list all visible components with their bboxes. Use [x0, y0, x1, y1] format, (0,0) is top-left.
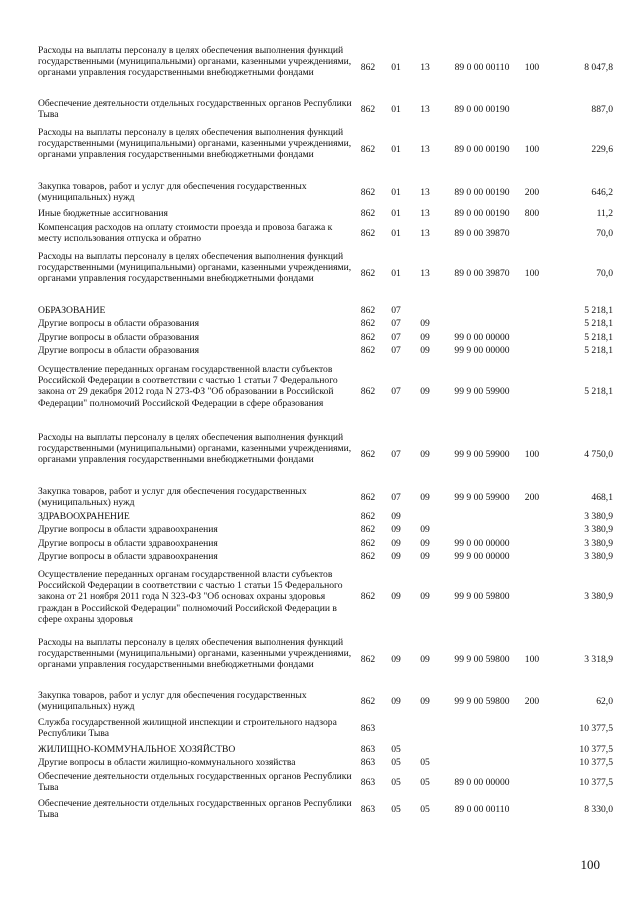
- row-description: ОБРАЗОВАНИЕ: [38, 305, 106, 316]
- row-description: Расходы на выплаты персоналу в целях обеспечения выполнения функций государственными (муниципальными) органами, казенными учреждениями, органами управления государственными внебюджетными фондами: [38, 432, 352, 466]
- amount: 3 380,9: [584, 511, 613, 522]
- amount: 5 218,1: [584, 318, 613, 329]
- subsection-code: 13: [420, 61, 430, 73]
- dept-code: 862: [360, 653, 376, 665]
- dept-code: 862: [360, 227, 376, 239]
- target-item-code: 99 9 00 00000: [454, 345, 510, 356]
- subsection-code: 09: [420, 318, 430, 329]
- row-description: Компенсация расходов на оплату стоимости проезда и провоза багажа к месту использования отпуска и обратно: [38, 222, 333, 245]
- table-row: [0, 744, 640, 755]
- subsection-code: 09: [420, 551, 430, 562]
- row-description: ЖИЛИЩНО-КОММУНАЛЬНОЕ ХОЗЯЙСТВО: [38, 744, 236, 755]
- target-item-code: 99 9 00 00000: [454, 551, 510, 562]
- row-description: Расходы на выплаты персоналу в целях обеспечения выполнения функций государственными (муниципальными) органами, казенными учреждениями, органами управления государственными внебюджетными фондами: [38, 127, 352, 161]
- section-code: 07: [391, 318, 401, 329]
- table-row: [0, 305, 640, 316]
- row-description: Закупка товаров, работ и услуг для обеспечения государственных (муниципальных) нужд: [38, 690, 307, 713]
- row-description: Другие вопросы в области образования: [38, 345, 200, 356]
- dept-code: 862: [360, 61, 376, 73]
- amount: 5 218,1: [584, 332, 613, 343]
- section-code: 09: [391, 551, 401, 562]
- dept-code: 862: [360, 524, 376, 535]
- target-item-code: 99 0 00 00000: [454, 538, 510, 549]
- dept-code: 862: [360, 332, 376, 343]
- table-row: [0, 332, 640, 343]
- row-description: Другие вопросы в области здравоохранения: [38, 551, 218, 562]
- table-row: [0, 364, 640, 420]
- table-row: [0, 181, 640, 203]
- subsection-code: 09: [420, 591, 430, 603]
- row-description: ЗДРАВООХРАНЕНИЕ: [38, 511, 130, 522]
- section-code: 09: [391, 511, 401, 522]
- dept-code: 863: [360, 722, 376, 734]
- table-row: [0, 511, 640, 522]
- target-item-code: 89 0 00 00190: [454, 143, 510, 155]
- table-row: [0, 637, 640, 682]
- table-row: [0, 98, 640, 120]
- expense-type-code: 200: [524, 186, 540, 198]
- amount: 11,2: [596, 208, 613, 219]
- subsection-code: 09: [420, 653, 430, 665]
- subsection-code: 09: [420, 524, 430, 535]
- target-item-code: 89 0 00 00190: [454, 186, 510, 198]
- subsection-code: 09: [420, 332, 430, 343]
- section-code: 09: [391, 653, 401, 665]
- subsection-code: 13: [420, 267, 430, 279]
- section-code: 09: [391, 524, 401, 535]
- section-code: 01: [391, 103, 401, 115]
- expense-type-code: 100: [524, 61, 540, 73]
- expense-type-code: 100: [524, 653, 540, 665]
- section-code: 07: [391, 448, 401, 460]
- dept-code: 862: [360, 491, 376, 503]
- amount: 468,1: [591, 491, 613, 503]
- table-row: [0, 569, 640, 625]
- section-code: 05: [391, 744, 401, 755]
- dept-code: 862: [360, 695, 376, 707]
- expense-type-code: 100: [524, 267, 540, 279]
- amount: 70,0: [596, 267, 613, 279]
- dept-code: 863: [360, 803, 376, 815]
- dept-code: 862: [360, 591, 376, 603]
- target-item-code: 89 0 00 00190: [454, 208, 510, 219]
- row-description: Осуществление переданных органам государственной власти субъектов Российской Федерации в соответствии с частью 1 статьи 7 Федерального закона от 29 декабря 2012 года N 273-ФЗ "Об образовании в Российской Федерации" полномочий Российской Федерации в сфере образования: [38, 364, 338, 409]
- subsection-code: 09: [420, 695, 430, 707]
- row-description: Служба государственной жилищной инспекции и строительного надзора Республики Тыва: [38, 717, 337, 740]
- section-code: 07: [391, 345, 401, 356]
- section-code: 07: [391, 305, 401, 316]
- table-row: [0, 486, 640, 508]
- amount: 3 380,9: [584, 538, 613, 549]
- amount: 3 380,9: [584, 551, 613, 562]
- dept-code: 862: [360, 345, 376, 356]
- section-code: 05: [391, 757, 401, 768]
- target-item-code: 99 9 00 59900: [454, 448, 510, 460]
- subsection-code: 13: [420, 143, 430, 155]
- row-description: Другие вопросы в области жилищно-коммунального хозяйства: [38, 757, 296, 768]
- subsection-code: 13: [420, 227, 430, 239]
- target-item-code: 99 9 00 59900: [454, 386, 510, 398]
- dept-code: 862: [360, 208, 376, 219]
- table-row: [0, 551, 640, 562]
- dept-code: 862: [360, 318, 376, 329]
- amount: 10 377,5: [579, 744, 613, 755]
- dept-code: 862: [360, 511, 376, 522]
- row-description: Обеспечение деятельности отдельных государственных органов Республики Тыва: [38, 98, 352, 121]
- row-description: Другие вопросы в области здравоохранения: [38, 538, 218, 549]
- amount: 70,0: [596, 227, 613, 239]
- target-item-code: 89 0 00 00110: [454, 803, 510, 815]
- subsection-code: 09: [420, 491, 430, 503]
- subsection-code: 13: [420, 186, 430, 198]
- row-description: Расходы на выплаты персоналу в целях обеспечения выполнения функций государственными (муниципальными) органами, казенными учреждениями, органами управления государственными внебюджетными фондами: [38, 45, 352, 79]
- dept-code: 863: [360, 744, 376, 755]
- dept-code: 862: [360, 386, 376, 398]
- expense-type-code: 100: [524, 143, 540, 155]
- target-item-code: 99 9 00 59800: [454, 591, 510, 603]
- section-code: 01: [391, 61, 401, 73]
- dept-code: 862: [360, 538, 376, 549]
- section-code: 07: [391, 332, 401, 343]
- table-row: [0, 524, 640, 535]
- row-description: Другие вопросы в области образования: [38, 318, 200, 329]
- row-description: Расходы на выплаты персоналу в целях обеспечения выполнения функций государственными (муниципальными) органами, казенными учреждениями, органами управления государственными внебюджетными фондами: [38, 251, 352, 285]
- row-description: Осуществление переданных органам государственной власти субъектов Российской Федерации в соответствии с частью 1 статьи 15 Федерального закона от 21 ноября 2011 года N 323-ФЗ "Об основах охраны здоровья граждан в Российской Федерации" полномочий Российской Федерации в сфере охраны здоровья: [38, 569, 343, 625]
- table-row: [0, 798, 640, 820]
- section-code: 01: [391, 186, 401, 198]
- amount: 3 380,9: [584, 591, 613, 603]
- table-row: [0, 717, 640, 739]
- table-row: [0, 432, 640, 477]
- row-description: Иные бюджетные ассигнования: [38, 208, 168, 219]
- subsection-code: 09: [420, 538, 430, 549]
- amount: 3 380,9: [584, 524, 613, 535]
- table-row: [0, 345, 640, 356]
- subsection-code: 13: [420, 208, 430, 219]
- row-description: Закупка товаров, работ и услуг для обеспечения государственных (муниципальных) нужд: [38, 181, 307, 204]
- page-number: 100: [580, 857, 600, 872]
- target-item-code: 89 0 00 00110: [454, 61, 510, 73]
- subsection-code: 09: [420, 386, 430, 398]
- expense-type-code: 800: [524, 208, 540, 219]
- section-code: 05: [391, 776, 401, 788]
- amount: 4 750,0: [584, 448, 613, 460]
- expense-type-code: 200: [524, 491, 540, 503]
- row-description: Другие вопросы в области образования: [38, 332, 200, 343]
- section-code: 07: [391, 491, 401, 503]
- amount: 62,0: [596, 695, 613, 707]
- table-row: [0, 538, 640, 549]
- section-code: 01: [391, 267, 401, 279]
- dept-code: 863: [360, 757, 376, 768]
- subsection-code: 05: [420, 776, 430, 788]
- table-row: [0, 757, 640, 768]
- amount: 5 218,1: [584, 386, 613, 398]
- section-code: 05: [391, 803, 401, 815]
- target-item-code: 99 9 00 59900: [454, 491, 510, 503]
- section-code: 09: [391, 591, 401, 603]
- amount: 229,6: [591, 143, 613, 155]
- table-row: [0, 690, 640, 712]
- amount: 3 318,9: [584, 653, 613, 665]
- table-row: [0, 208, 640, 219]
- dept-code: 862: [360, 305, 376, 316]
- amount: 887,0: [591, 103, 613, 115]
- row-description: Расходы на выплаты персоналу в целях обеспечения выполнения функций государственными (муниципальными) органами, казенными учреждениями, органами управления государственными внебюджетными фондами: [38, 637, 352, 671]
- subsection-code: 13: [420, 103, 430, 115]
- amount: 10 377,5: [579, 776, 613, 788]
- table-row: [0, 771, 640, 793]
- row-description: Другие вопросы в области здравоохранения: [38, 524, 218, 535]
- table-row: [0, 127, 640, 172]
- dept-code: 862: [360, 103, 376, 115]
- amount: 10 377,5: [579, 757, 613, 768]
- table-row: [0, 45, 640, 90]
- amount: 10 377,5: [579, 722, 613, 734]
- dept-code: 862: [360, 551, 376, 562]
- dept-code: 862: [360, 267, 376, 279]
- target-item-code: 99 9 00 59800: [454, 695, 510, 707]
- section-code: 07: [391, 386, 401, 398]
- dept-code: 862: [360, 186, 376, 198]
- section-code: 09: [391, 538, 401, 549]
- dept-code: 862: [360, 143, 376, 155]
- row-description: Обеспечение деятельности отдельных государственных органов Республики Тыва: [38, 771, 352, 794]
- row-description: Закупка товаров, работ и услуг для обеспечения государственных (муниципальных) нужд: [38, 486, 307, 509]
- section-code: 09: [391, 695, 401, 707]
- subsection-code: 05: [420, 803, 430, 815]
- subsection-code: 09: [420, 345, 430, 356]
- target-item-code: 89 0 00 00000: [454, 776, 510, 788]
- amount: 646,2: [591, 186, 613, 198]
- dept-code: 862: [360, 448, 376, 460]
- amount: 8 047,8: [584, 61, 613, 73]
- target-item-code: 89 0 00 39870: [454, 227, 510, 239]
- section-code: 01: [391, 208, 401, 219]
- target-item-code: 89 0 00 00190: [454, 103, 510, 115]
- subsection-code: 09: [420, 448, 430, 460]
- table-row: [0, 318, 640, 329]
- table-row: [0, 251, 640, 296]
- amount: 5 218,1: [584, 345, 613, 356]
- target-item-code: 89 0 00 39870: [454, 267, 510, 279]
- section-code: 01: [391, 143, 401, 155]
- dept-code: 863: [360, 776, 376, 788]
- target-item-code: 99 0 00 00000: [454, 332, 510, 343]
- expense-type-code: 100: [524, 448, 540, 460]
- section-code: 01: [391, 227, 401, 239]
- amount: 5 218,1: [584, 305, 613, 316]
- expense-type-code: 200: [524, 695, 540, 707]
- table-row: [0, 222, 640, 244]
- target-item-code: 99 9 00 59800: [454, 653, 510, 665]
- subsection-code: 05: [420, 757, 430, 768]
- row-description: Обеспечение деятельности отдельных государственных органов Республики Тыва: [38, 798, 352, 821]
- amount: 8 330,0: [584, 803, 613, 815]
